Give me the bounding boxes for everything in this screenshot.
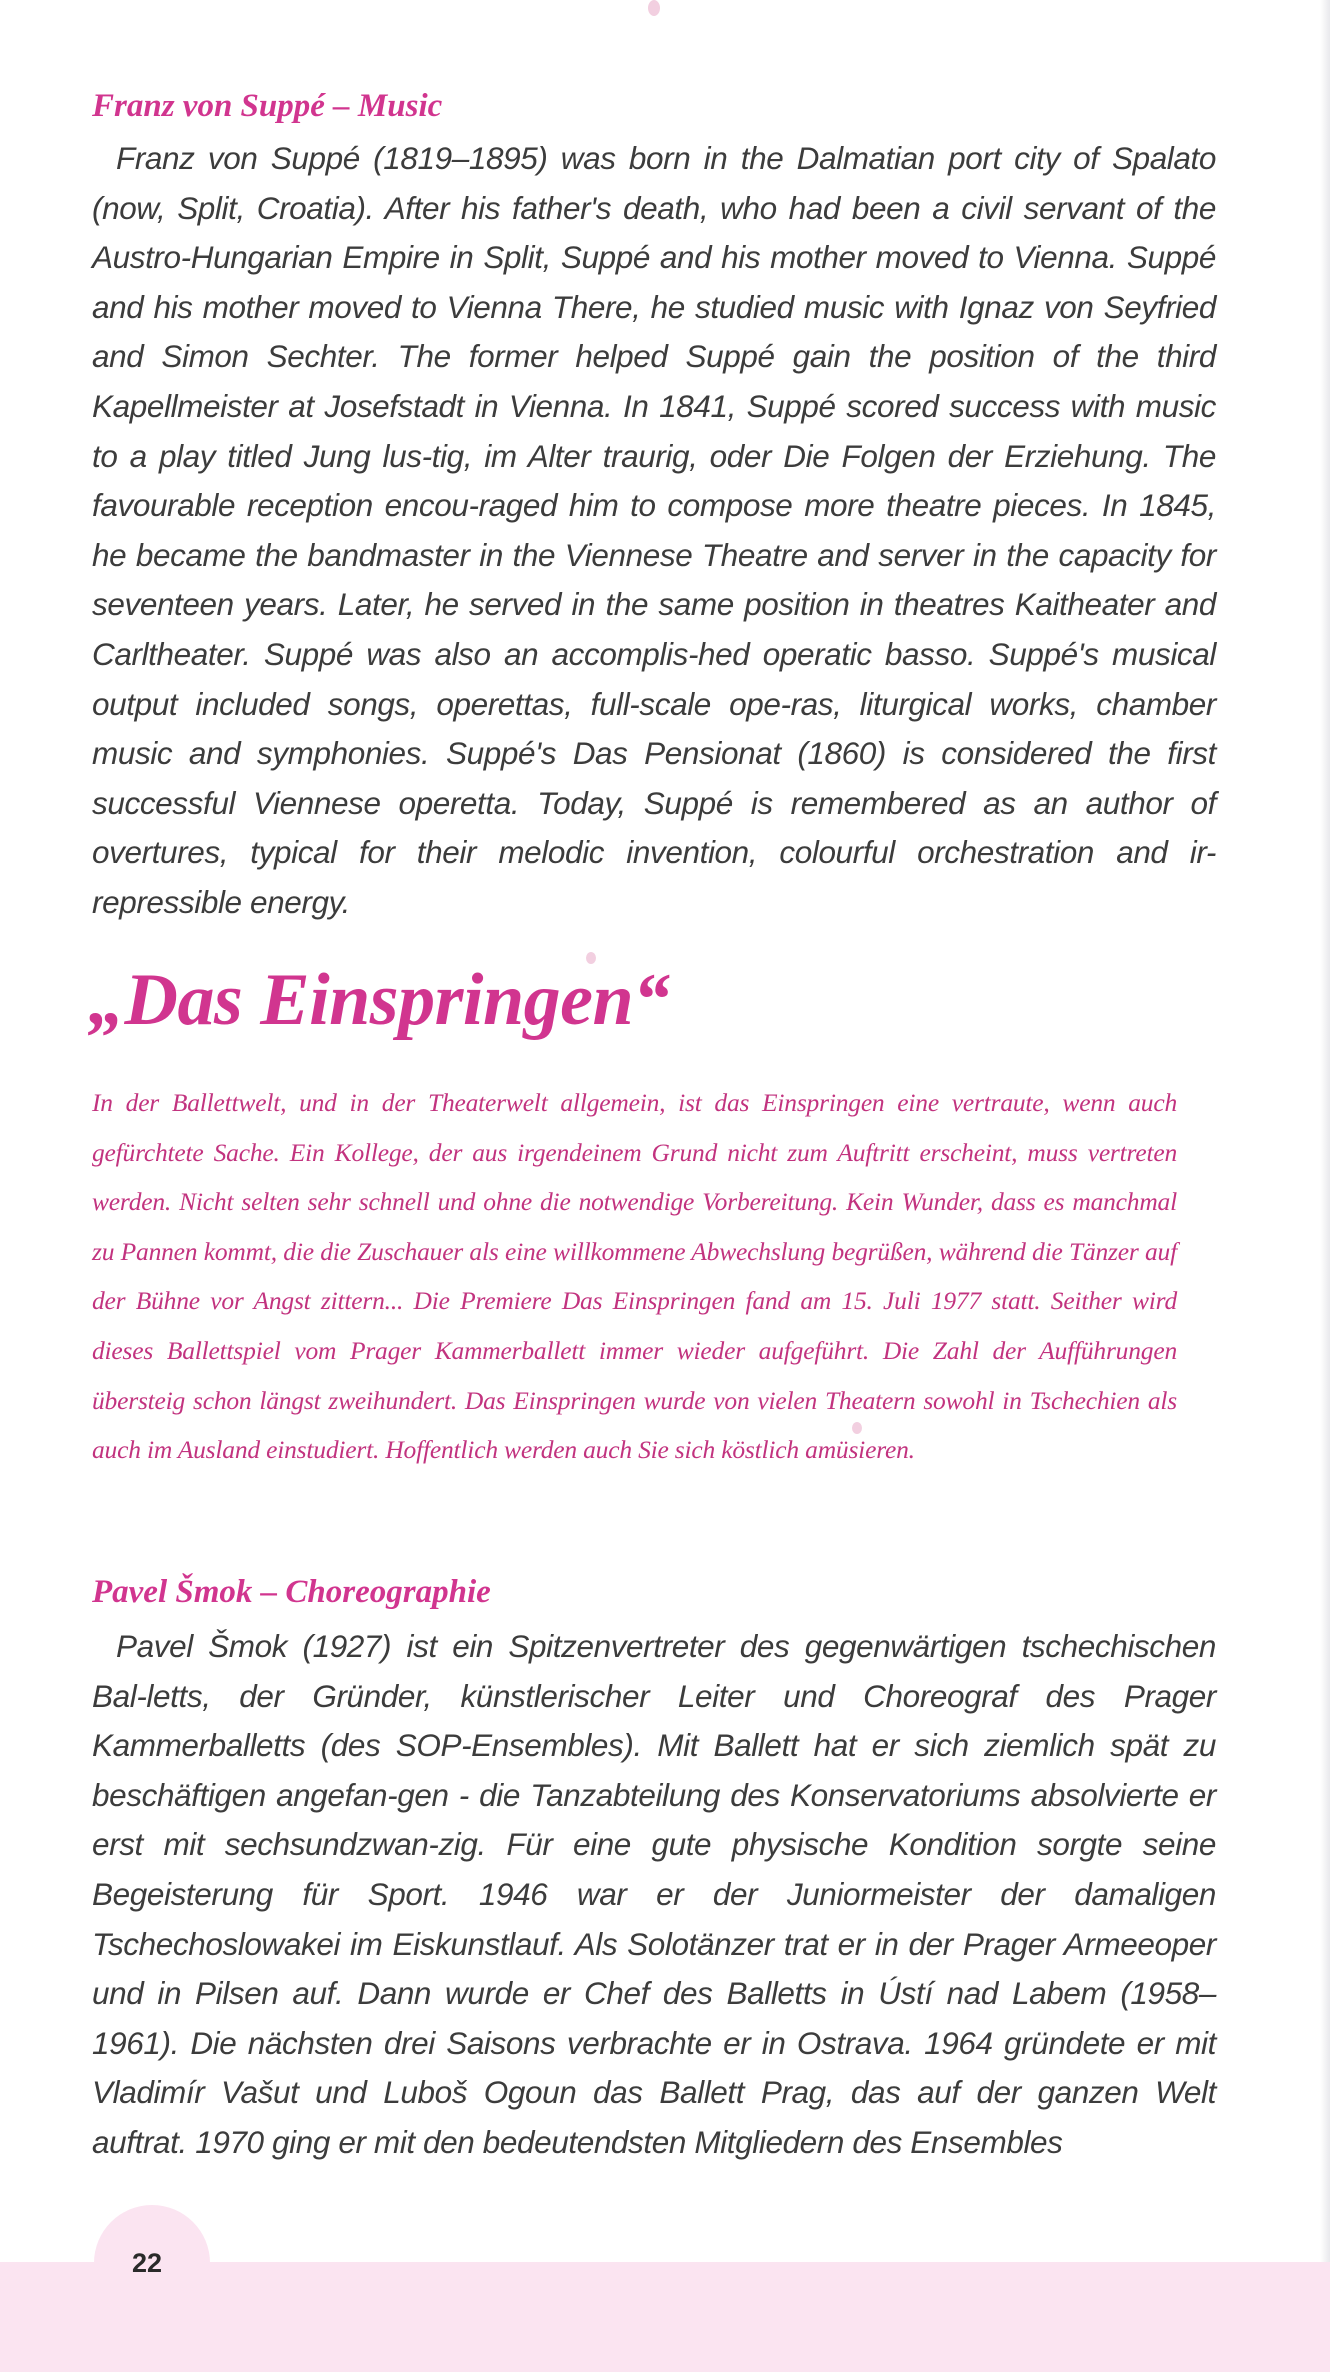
page-title: „Das Einspringen“ [88, 959, 670, 1041]
suppe-heading: Franz von Suppé – Music [92, 88, 443, 124]
einspringen-intro: In der Ballettwelt, und in der Theaterwelt allgemein, ist das Einspringen eine vertraute, wenn auch gefürchtete Sache. Ein Kollege, der aus irgendeinem Grund nicht zum Auftritt erscheint, muss vertreten werden. Nicht selten sehr schnell und ohne die notwendige Vorbereitung. Kein Wunder, dass es manchmal zu Pannen kommt, die die Zuschauer als eine willkommene Abwechslung begrüßen, während die Tänzer auf der Bühne vor Angst zittern... Die Premiere Das Einspringen fand am 15. Juli 1977 statt. Seither wird dieses Ballettspiel vom Prager Kammerballett immer wieder aufgeführt. Die Zahl der Aufführungen übersteig schon längst zweihundert. Das Einspringen wurde von vielen Theatern sowohl in Tschechien als auch im Ausland einstudiert. Hoffentlich werden auch Sie sich köstlich amüsieren. [92, 1088, 1177, 1465]
decorative-speck [648, 0, 660, 16]
suppe-biography: Franz von Suppé (1819–1895) was born in the Dalmatian port city of Spalato (now, Split, Croatia). After his father's death, who had been a civil servant of the Austro-Hungarian Empire in Split, Suppé and his mother moved to Vienna. Suppé and his mother moved to Vienna There, he studied music with Ignaz von Seyfried and Simon Sechter. The former helped Suppé gain the position of the third Kapellmeister at Josefstadt in Vienna. In 1841, Suppé scored success with music to a play titled Jung lus-tig, im Alter traurig, oder Die Folgen der Erziehung. The favourable reception encou-raged him to compose more theatre pieces. In 1845, he became the bandmaster in the Viennese Theatre and server in the capacity for seventeen years. Later, he served in the same position in theatres Kaitheater and Carltheater. Suppé was also an accomplis-hed operatic basso. Suppé's musical output included songs, operettas, full-scale ope-ras, liturgical works, chamber music and symphonies. Suppé's Das Pensionat (1860) is considered the first successful Viennese operetta. Today, Suppé is remembered as an author of overtures, typical for their melodic invention, colourful orchestration and ir-repressible energy. [92, 140, 1216, 920]
page-edge [1320, 0, 1330, 2372]
smok-biography: Pavel Šmok (1927) ist ein Spitzenvertreter des gegenwärtigen tschechischen Bal-letts, der Gründer, künstlerischer Leiter und Choreograf des Prager Kammerballetts (des SOP-Ensembles). Mit Ballett hat er sich ziemlich spät zu beschäftigen angefan-gen - die Tanzabteilung des Konservatoriums absolvierte er erst mit sechsundzwan-zig. Für eine gute physische Kondition sorgte seine Begeisterung für Sport. 1946 war er der Juniormeister der damaligen Tschechoslowakei im Eiskunstlauf. Als Solotänzer trat er in der Prager Armeeoper und in Pilsen auf. Dann wurde er Chef des Balletts in Ústí nad Labem (1958–1961). Die nächsten drei Saisons verbrachte er in Ostrava. 1964 gründete er mit Vladimír Vašut und Luboš Ogoun das Ballett Prag, das auf der ganzen Welt auftrat. 1970 ging er mit den bedeutendsten Mitgliedern des Ensembles [92, 1628, 1216, 2160]
page-number: 22 [132, 2248, 163, 2278]
smok-heading: Pavel Šmok – Choreographie [92, 1574, 491, 1610]
